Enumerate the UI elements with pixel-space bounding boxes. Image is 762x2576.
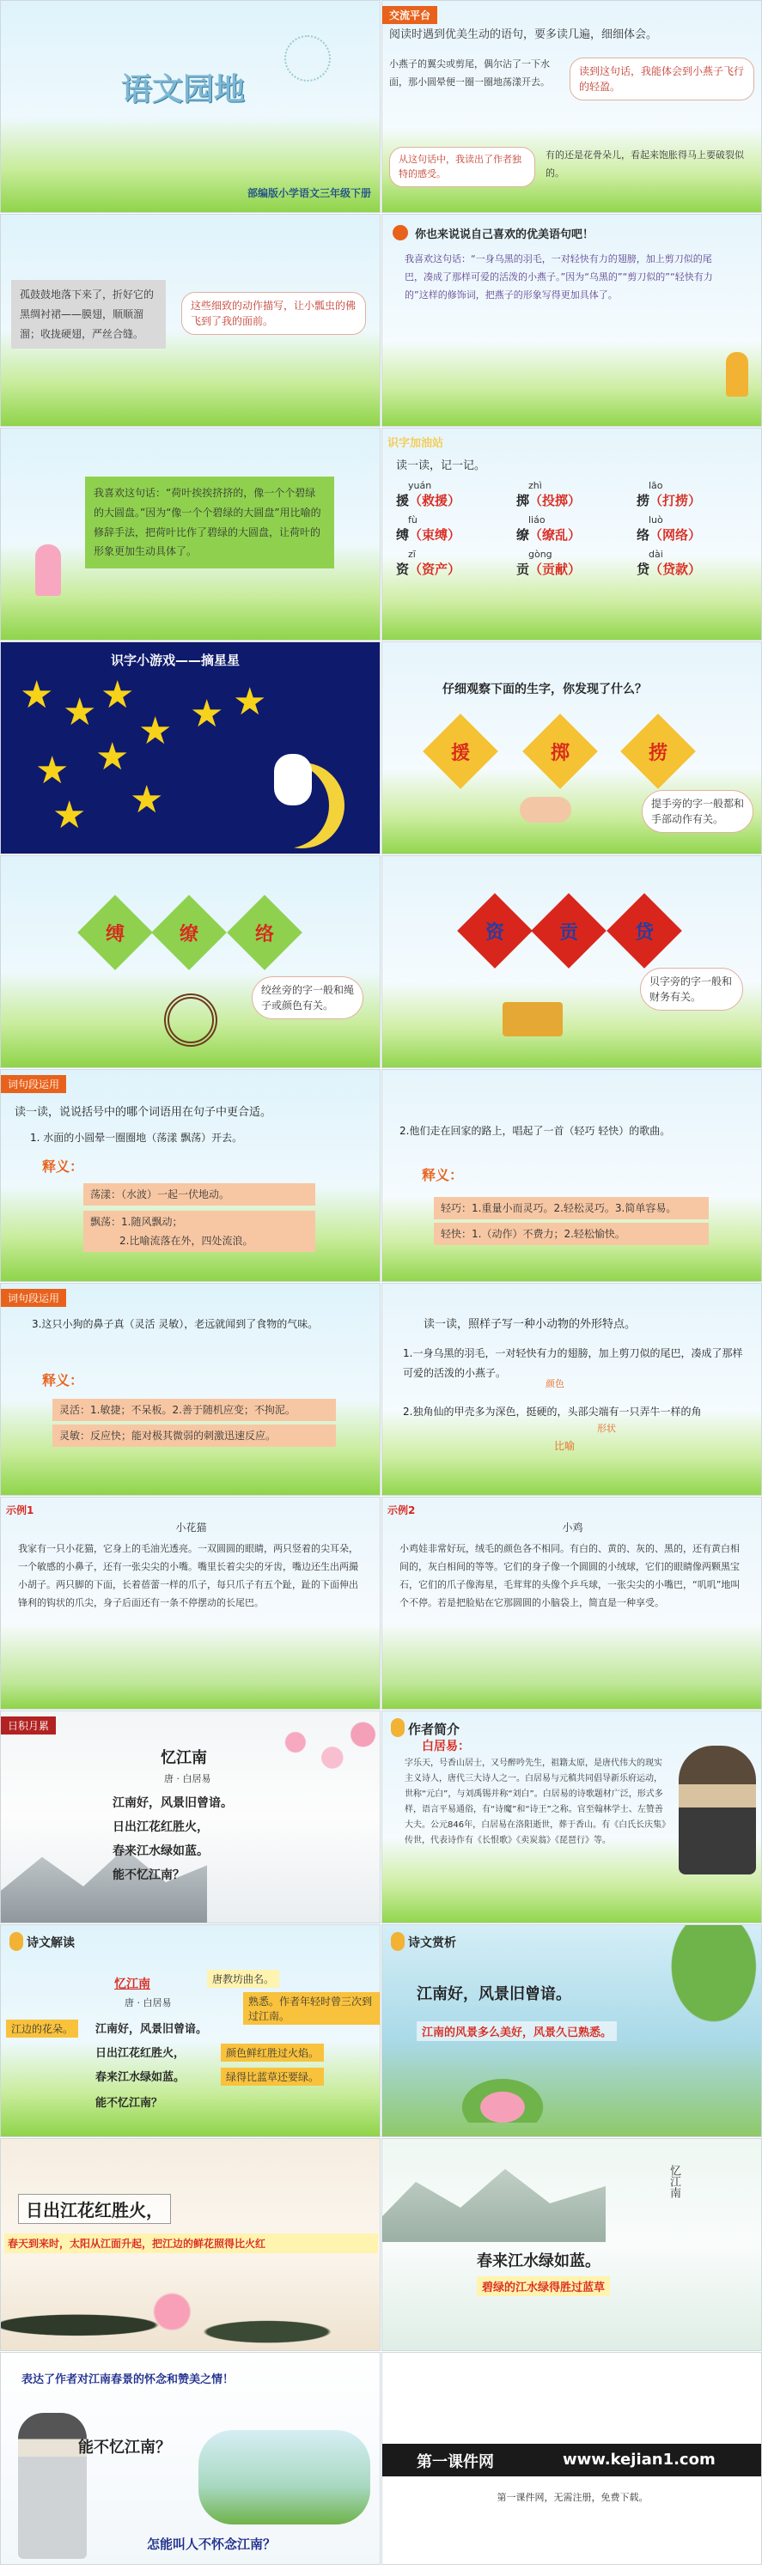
appreciation-note: 碧绿的江水绿得胜过蓝草 bbox=[477, 2276, 610, 2296]
star-icon[interactable]: ★ bbox=[95, 735, 130, 779]
section-tag: 交流平台 bbox=[382, 6, 437, 24]
char-card[interactable]: 援 bbox=[423, 714, 498, 789]
appreciation-line: 江南好，风景旧曾谙。 bbox=[417, 1985, 571, 2003]
observe-title: 仔细观察下面的生字，你发现了什么？ bbox=[442, 683, 647, 696]
dandelion-icon bbox=[284, 35, 331, 82]
section-tag: 日积月累 bbox=[1, 1716, 56, 1735]
blossom-branch bbox=[259, 1711, 381, 1789]
interp-line-1: 江南好，风景旧曾谙。 bbox=[95, 2023, 208, 2036]
character: 援 bbox=[396, 493, 410, 508]
slide-lotus bbox=[0, 428, 381, 641]
slide-hand-radical bbox=[381, 641, 762, 854]
poem-author: 唐 · 白居易 bbox=[164, 1773, 211, 1784]
slide-appreciation-2 bbox=[0, 2138, 381, 2351]
appreciation-note: 春天到来时，太阳从江面升起，把江边的鲜花照得比火红 bbox=[4, 2233, 378, 2253]
word: （投掷） bbox=[529, 493, 582, 508]
willow-tree bbox=[640, 1925, 762, 2063]
character: 捞 bbox=[637, 493, 650, 508]
color-mark: 颜色 bbox=[546, 1378, 564, 1389]
interp-line-4: 能不忆江南？ bbox=[95, 2097, 163, 2110]
footer-text: 第一课件网，无需注册，免费下载。 bbox=[497, 2492, 649, 2503]
char-card[interactable]: 资 bbox=[457, 893, 533, 969]
word: （救援） bbox=[409, 493, 461, 508]
section-tag: 识字加油站 bbox=[387, 437, 444, 450]
char-row bbox=[396, 514, 757, 544]
section-tag: 词句段运用 bbox=[1, 1075, 66, 1093]
pinyin: gòng bbox=[528, 549, 552, 560]
summary-question: 能不忆江南？ bbox=[78, 2439, 171, 2457]
char-cell bbox=[637, 549, 757, 578]
character: 掷 bbox=[516, 493, 530, 508]
note-2: 熟悉。作者年轻时曾三次到过江南。 bbox=[243, 1992, 381, 2025]
metaphor-mark: 比喻 bbox=[554, 1440, 576, 1452]
author-bio: 字乐天，号香山居士，又号醉吟先生，祖籍太原，是唐代伟大的现实主义诗人，唐代三大诗人之一。白居易与元稹共同倡导新乐府运动，世称“元白”，与刘禹锡并称“刘白”。白居易的诗歌题材广泛，形式多样，语言平易通俗，有“诗魔”和“诗王”之称。官至翰林学士、左赞善大夫。公元846年，白居易在洛阳逝世，葬于香山。有《白氏长庆集》传世，代表诗作有《长恨歌》《卖炭翁》《琵琶行》等。 bbox=[405, 1759, 667, 1845]
definition-label: 释义： bbox=[42, 1158, 84, 1175]
question-1: 1. 水面的小圆晕一圈圈地（荡漾 飘荡）开去。 bbox=[30, 1132, 243, 1144]
ink-lotus bbox=[1, 2285, 381, 2351]
intro-text: 读一读，记一记。 bbox=[396, 459, 486, 472]
char-cell bbox=[516, 480, 637, 509]
slide-poem bbox=[0, 1710, 381, 1923]
boy-icon bbox=[726, 352, 748, 397]
definition-2: 灵敏：反应快；能对极其微弱的刺激迅速反应。 bbox=[52, 1425, 336, 1447]
note-5: 绿得比蓝草还要绿。 bbox=[221, 2068, 324, 2086]
interp-line-3: 春来江水绿如蓝。 bbox=[95, 2071, 186, 2084]
essay-title: 小花猫 bbox=[175, 1522, 207, 1534]
interp-line-2: 日出江花红胜火， bbox=[95, 2047, 186, 2060]
star-icon[interactable]: ★ bbox=[101, 673, 135, 717]
slide-literacy bbox=[381, 428, 762, 641]
summary-text: 表达了作者对江南春景的怀念和赞美之情！ bbox=[21, 2373, 235, 2386]
star-icon[interactable]: ★ bbox=[20, 673, 54, 717]
star-icon[interactable]: ★ bbox=[190, 692, 224, 736]
intro-text: 读一读，说说括号中的哪个词语用在句子中更合适。 bbox=[15, 1106, 272, 1119]
definition-1: 灵活：1.敏捷；不呆板。2.善于随机应变；不拘泥。 bbox=[52, 1399, 336, 1421]
word: （贷款） bbox=[649, 562, 702, 577]
quote-box: 孤鼓鼓地落下来了，折好它的黑绸衬裙——膜翅，顺顺溜溜；收拢硬翅，严丝合缝。 bbox=[11, 280, 166, 349]
pinyin: lāo bbox=[649, 480, 663, 491]
bubble-hint: 贝字旁的字一般和财务有关。 bbox=[640, 968, 743, 1011]
word: （网络） bbox=[649, 527, 702, 543]
appreciation-line: 日出江花红胜火， bbox=[18, 2194, 171, 2224]
game-title: 识字小游戏——摘星星 bbox=[111, 653, 241, 668]
pinyin: zhì bbox=[528, 480, 542, 491]
char-card[interactable]: 捞 bbox=[620, 714, 696, 789]
definition-2: 轻快：1.（动作）不费力；2.轻松愉快。 bbox=[434, 1223, 709, 1245]
lotus-image bbox=[451, 2071, 554, 2123]
char-card[interactable]: 贷 bbox=[607, 893, 682, 969]
slide-author bbox=[381, 1710, 762, 1923]
pinyin: liáo bbox=[528, 514, 546, 526]
character: 络 bbox=[637, 527, 650, 543]
slide-summary bbox=[0, 2352, 381, 2565]
pinyin: dài bbox=[649, 549, 663, 560]
section-tag: 词句段运用 bbox=[1, 1289, 66, 1307]
bubble-comment: 这些细致的动作描写，让小瓢虫的佛飞到了我的面前。 bbox=[181, 292, 366, 335]
question-3: 3.这只小狗的鼻子真（灵活 灵敏），老远就闻到了食物的气味。 bbox=[32, 1318, 319, 1330]
character: 缭 bbox=[516, 527, 530, 543]
star-icon[interactable]: ★ bbox=[138, 709, 173, 753]
char-card[interactable]: 掷 bbox=[522, 714, 598, 789]
slide-share bbox=[381, 214, 762, 427]
pinyin: yuán bbox=[408, 480, 432, 491]
example-line-1: 1.一身乌黑的羽毛，一对轻快有力的翅膀，加上剪刀似的尾巴，凑成了那样可爱的活泼的小燕子。 bbox=[403, 1347, 743, 1379]
slide-word-use-1 bbox=[0, 1069, 381, 1282]
character: 贷 bbox=[637, 562, 650, 577]
appreciation-note: 江南的风景多么美好，风景久已熟悉。 bbox=[417, 2021, 617, 2041]
subtitle: 部编版小学语文三年级下册 bbox=[247, 187, 371, 199]
quote-text-2: 有的还是花骨朵儿，看起来饱胀得马上要破裂似的。 bbox=[546, 149, 744, 179]
char-card[interactable]: 缭 bbox=[151, 895, 227, 970]
poem-line-1: 江南好，风景旧曾谙。 bbox=[113, 1796, 233, 1810]
definition-label: 释义： bbox=[42, 1372, 84, 1388]
interp-title: 诗文解读 bbox=[27, 1936, 75, 1950]
char-cell bbox=[396, 549, 516, 578]
bubble-hint: 提手旁的字一般都和手部动作有关。 bbox=[642, 790, 753, 833]
note-3: 江边的花朵。 bbox=[6, 2020, 78, 2038]
page-title: 语文园地 bbox=[121, 71, 246, 107]
author-title: 作者简介 bbox=[408, 1722, 460, 1737]
bubble-hint: 绞丝旁的字一般和绳子或颜色有关。 bbox=[252, 976, 363, 1019]
girl-icon bbox=[391, 1718, 405, 1737]
word: （打捞） bbox=[649, 493, 702, 508]
poem-title: 忆江南 bbox=[161, 1749, 207, 1767]
word: （资产） bbox=[409, 562, 461, 577]
appreciation-title: 诗文赏析 bbox=[408, 1936, 456, 1950]
rope-icon bbox=[164, 993, 217, 1047]
essay-text: 我家有一只小花猫，它身上的毛油光透亮。一双圆圆的眼睛，两只竖着的尖耳朵，一个敏感的小鼻子，还有一张尖尖的小嘴。嘴里长着尖尖的牙齿，嘴边还生出两撮小胡子。两只脚的下面，长着蓓蕾一样的爪子，每只爪子有五个趾，趾的下面伸出锋利的钩状的爪尖，身子后面还有一条不停摆动的长尾巴。 bbox=[18, 1543, 358, 1608]
star-icon[interactable]: ★ bbox=[63, 690, 97, 734]
slide-example-2 bbox=[381, 1497, 762, 1710]
essay-title: 小鸡 bbox=[562, 1522, 583, 1534]
char-row bbox=[396, 549, 757, 578]
share-text: 我喜欢这句话：“一身乌黑的羽毛，一对轻快有力的翅膀，加上剪刀似的尾巴，凑成了那样可爱的活泼的小燕子。”因为“乌黑的”“剪刀似的”“轻快有力的”这样的修饰词，把燕子的形象写得更加具体了。 bbox=[405, 253, 713, 301]
interp-poem: 忆江南 bbox=[114, 1978, 150, 1991]
poem-line-3: 春来江水绿如蓝。 bbox=[113, 1844, 209, 1858]
char-cell bbox=[637, 480, 757, 509]
coins-icon bbox=[503, 1002, 563, 1036]
poem-line-4: 能不忆江南？ bbox=[113, 1868, 185, 1882]
portrait-image bbox=[679, 1746, 756, 1874]
definition-2: 飘荡：1.随风飘动； bbox=[83, 1211, 315, 1233]
quote-text: 小燕子的翼尖或剪尾，偶尔沾了一下水面，那小圆晕便一圈一圈地荡漾开去。 bbox=[389, 58, 550, 88]
author-name: 白居易： bbox=[422, 1740, 470, 1753]
interp-author: 唐 · 白居易 bbox=[125, 1997, 172, 2008]
note-4: 颜色鲜红胜过火焰。 bbox=[221, 2044, 324, 2062]
slide-star-game bbox=[0, 641, 381, 854]
intro-text: 读一读，照样子写一种小动物的外形特点。 bbox=[424, 1318, 637, 1331]
brand-url[interactable]: www.kejian1.com bbox=[563, 2451, 716, 2469]
slide-appreciation-1 bbox=[381, 1924, 762, 2137]
bubble-comment-1: 读到这句话，我能体会到小燕子飞行的轻盈。 bbox=[570, 58, 754, 100]
pinyin: fù bbox=[408, 514, 418, 526]
word: （束缚） bbox=[409, 527, 461, 543]
poet-figure bbox=[18, 2413, 87, 2559]
char-card[interactable]: 络 bbox=[227, 895, 302, 970]
slide-word-use-2 bbox=[381, 1069, 762, 1282]
lotus-text-box: 我喜欢这句话：“荷叶挨挨挤挤的，像一个个碧绿的大圆盘。”因为“像一个个碧绿的大圆盘”用比喻的修辞手法，把荷叶比作了碧绿的大圆盘，让荷叶的形象更加生动具体了。 bbox=[85, 477, 334, 568]
example-label: 示例2 bbox=[387, 1504, 416, 1516]
example-line-2: 2.独角仙的甲壳多为深色，挺硬的，头部尖端有一只弄牛一样的角 bbox=[403, 1406, 702, 1418]
char-cell bbox=[637, 514, 757, 544]
character: 资 bbox=[396, 562, 410, 577]
char-grid bbox=[396, 480, 757, 583]
slide-title bbox=[0, 0, 381, 213]
char-card[interactable]: 贡 bbox=[531, 893, 607, 969]
summary-answer: 怎能叫人不怀念江南？ bbox=[147, 2537, 277, 2552]
ink-landscape bbox=[382, 2156, 606, 2242]
star-icon[interactable]: ★ bbox=[52, 793, 87, 837]
essay-text: 小鸡娃非常好玩，绒毛的颜色各不相同。有白的、黄的、灰的、黑的，还有黄白相间的，灰白相间的等等。它们的身子像一个圆圆的小绒球，它们的眼睛像两颗黑宝石，它们的爪子像海星，毛茸茸的头像个乒乓球，一张尖尖的小嘴巴，“叽叽”地叫个不停。若是把脸贴在它那圆圆的小脑袋上，简直是一种享受。 bbox=[399, 1543, 741, 1608]
share-title: 你也来说说自己喜欢的优美语句吧！ bbox=[415, 228, 594, 241]
girl-icon bbox=[9, 1932, 23, 1951]
char-card[interactable]: 缚 bbox=[77, 895, 153, 970]
char-row bbox=[396, 480, 757, 509]
slide-exchange bbox=[381, 0, 762, 213]
brand-name[interactable]: 第一课件网 bbox=[417, 2453, 494, 2471]
slide-silk-radical bbox=[0, 855, 381, 1068]
pinyin: luò bbox=[649, 514, 663, 526]
slide-word-use-3 bbox=[0, 1283, 381, 1496]
char-cell bbox=[396, 480, 516, 509]
char-cell bbox=[516, 549, 637, 578]
slide-interpretation bbox=[0, 1924, 381, 2137]
word: （缭乱） bbox=[529, 527, 582, 543]
word: （贡献） bbox=[529, 562, 582, 577]
intro-text: 阅读时遇到优美生动的语句，要多读几遍，细细体会。 bbox=[389, 28, 658, 41]
pinyin: zī bbox=[408, 549, 416, 560]
definition-1: 轻巧：1.重量小而灵巧。2.轻松灵巧。3.简单容易。 bbox=[434, 1197, 709, 1219]
girl-icon bbox=[391, 1932, 405, 1951]
hand-icon bbox=[520, 797, 571, 823]
shape-mark: 形状 bbox=[597, 1423, 616, 1434]
char-cell bbox=[396, 514, 516, 544]
slide-appreciation-3 bbox=[381, 2138, 762, 2351]
star-icon[interactable]: ★ bbox=[35, 749, 70, 793]
speaker-icon bbox=[393, 225, 408, 240]
girl-icon bbox=[35, 544, 61, 596]
char-cell bbox=[516, 514, 637, 544]
bubble-comment-2: 从这句话中，我读出了作者独特的感受。 bbox=[389, 147, 535, 187]
poem-stamp: 忆江南 bbox=[668, 2165, 680, 2198]
poem-line-2: 日出江花红胜火， bbox=[113, 1820, 209, 1834]
kid-icon bbox=[274, 754, 312, 805]
star-icon[interactable]: ★ bbox=[130, 778, 164, 822]
definition-1: 荡漾：（水波）一起一伏地动。 bbox=[83, 1183, 315, 1206]
slide-animal-description bbox=[381, 1283, 762, 1496]
question-2: 2.他们走在回家的路上，唱起了一首（轻巧 轻快）的歌曲。 bbox=[399, 1125, 671, 1137]
character: 缚 bbox=[396, 527, 410, 543]
example-label: 示例1 bbox=[6, 1504, 34, 1516]
definition-3: 2.比喻流落在外，四处流浪。 bbox=[83, 1230, 315, 1252]
slide-ladybug bbox=[0, 214, 381, 427]
star-icon[interactable]: ★ bbox=[233, 680, 267, 724]
slide-example-1 bbox=[0, 1497, 381, 1710]
slide-shell-radical bbox=[381, 855, 762, 1068]
slide-footer bbox=[381, 2352, 762, 2565]
appreciation-line: 春来江水绿如蓝。 bbox=[477, 2252, 600, 2270]
definition-label: 释义： bbox=[422, 1167, 464, 1183]
landscape-image bbox=[198, 2430, 370, 2524]
character: 贡 bbox=[516, 562, 530, 577]
note-1: 唐教坊曲名。 bbox=[207, 1970, 279, 1988]
